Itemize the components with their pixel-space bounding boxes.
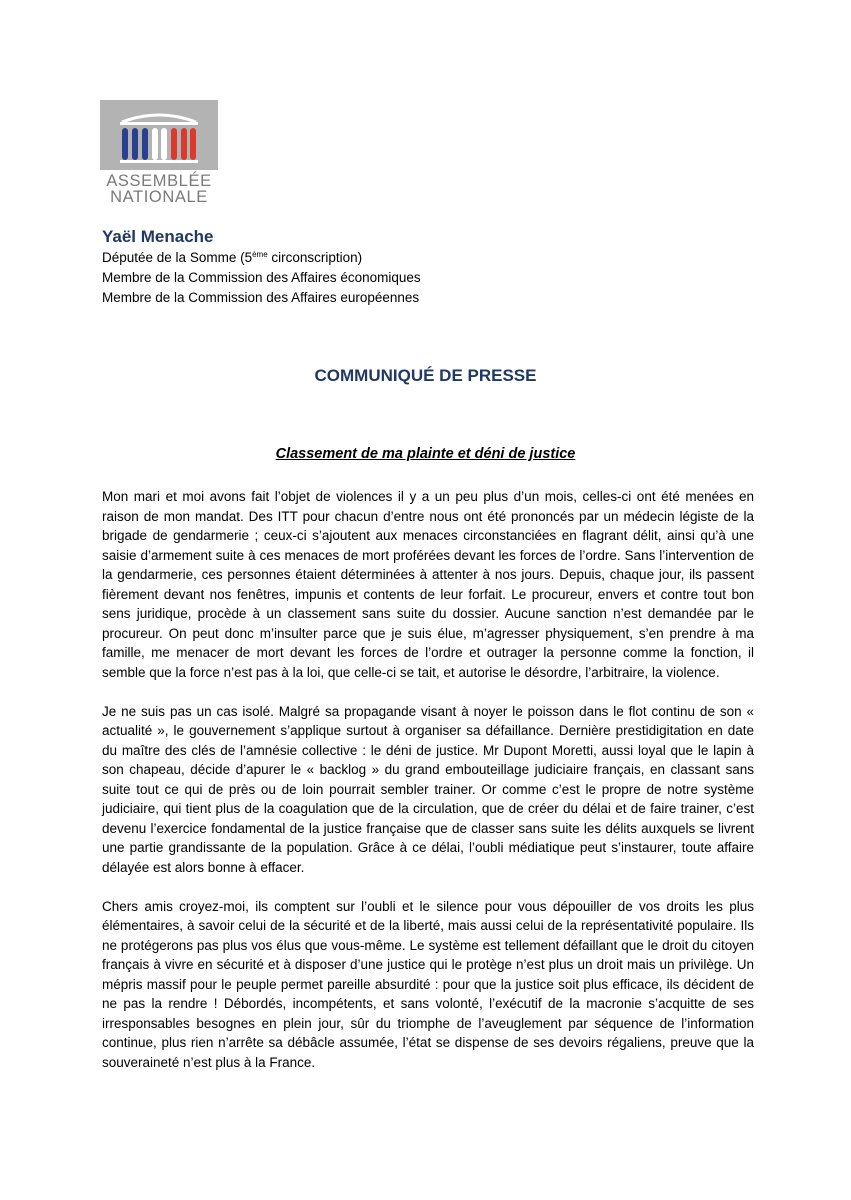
document-subject: Classement de ma plainte et déni de justice	[275, 446, 576, 462]
body-paragraph-2: Je ne suis pas un cas isolé. Malgré sa propagande visant à noyer le poisson dans le flot continu de son « actualité », le gouvernement s’applique surtout à organiser sa défaillance. Dernière prestidigitation en date du maître des clés de l’amnésie collective : le déni de justice. Mr Dupont Moretti, aussi loyal que le lapin à son chapeau, décide d’apurer le « backlog » du grand embouteillage judiciaire français, en classant sans suite tout ce qui de près ou de loin pourrait sembler trainer. Or comme c’est le propre de notre système judiciaire, qui tient plus de la coagulation que de la circulation, que de créer du délai et de faire trainer, c’est devenu l’exercice fondamental de la justice française que de classer sans suite les délits auxquels se livrent une partie grandissante de la population. Grâce à ce délai, l’oubli médiatique peut s’instaurer, toute affaire délayée est alors bonne à effacer.	[102, 703, 754, 875]
body-paragraph-1: Mon mari et moi avons fait l’objet de violences il y a un peu plus d’un mois, celles-ci ont été menées en raison de mon mandat. Des ITT pour chacun d’entre nous ont été prononcés par un médecin légiste de la brigade de gendarmerie ; ceux-ci s’ajoutent aux menaces circonstanciées en flagrant délit, ainsi qu’à une saisie d’armement suite à ces menaces de mort proférées devant les forces de l’ordre. Sans l’intervention de la gendarmerie, ces personnes étaient déterminées à attenter à nos jours. Depuis, chaque jour, ils passent fièrement devant nos fenêtres, impunis et contents de leur forfait. Le procureur, envers et contre tout bon sens juridique, procède à un classement sans suite du dossier. Aucune sanction n’est demandée par le procureur. On peut donc m’insulter parce que je suis élue, m’agresser physiquement, s’en prendre à ma famille, me menacer de mort devant les forces de l’ordre et outrager la personne comme la fonction, il semble que la force n’est pas à la loi, que celle-ci se tait, et autorise le désordre, l’arbitraire, la violence.	[102, 489, 754, 680]
hemicycle-emblem-icon	[100, 100, 218, 170]
document-body	[102, 487, 754, 1092]
author-role-commission-european: Membre de la Commission des Affaires européennes	[102, 290, 420, 305]
role-text-pre: Députée de la Somme (5	[102, 250, 253, 265]
body-paragraph-3: Chers amis croyez-moi, ils comptent sur l’oubli et le silence pour vous dépouiller de vos droits les plus élémentaires, à savoir celui de la sécurité et de la liberté, mais aussi celui de la représentativité populaire. Ils ne protégerons pas plus vos élus que vous-même. Le système est tellement défaillant que le droit du citoyen français à vivre en sécurité et à disposer d’une justice qui le protège n’est plus un droit mais un privilège. Un mépris massif pour le peuple permet pareille absurdité : pour que la justice soit plus efficace, ils décident de ne pas la rendre ! Débordés, incompétents, et sans volonté, l’exécutif de la macronie s’acquitte de ses irresponsables besognes en plein jour, sûr du triomphe de l’aveuglement par séquence de l’information continue, plus rien n’arrête sa débâcle assumée, l’état se dispense de ses devoirs régaliens, preuve que la souveraineté n’est plus à la France.	[102, 898, 754, 1070]
logo-wordmark	[100, 173, 218, 205]
role-text-post: circonscription)	[267, 250, 363, 265]
author-block	[102, 226, 421, 308]
assemblee-nationale-logo	[100, 100, 218, 206]
logo-line-2: NATIONALE	[110, 188, 208, 206]
author-role-commission-economic: Membre de la Commission des Affaires économiques	[102, 270, 421, 285]
document-title: COMMUNIQUÉ DE PRESSE	[314, 366, 537, 385]
logo-line-1: ASSEMBLÉE	[106, 172, 212, 190]
author-role-deputy	[102, 248, 421, 268]
role-superscript: ème	[252, 250, 268, 259]
author-name: Yaël Menache	[102, 227, 214, 246]
